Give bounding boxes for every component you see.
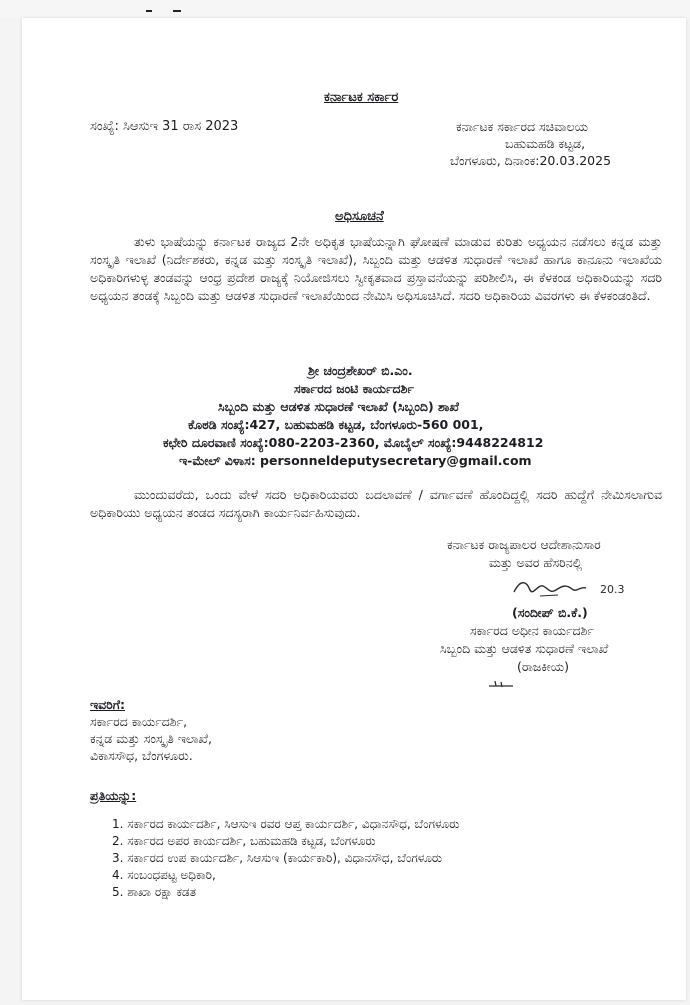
officer-name: ಶ್ರೀ ಚಂದ್ರಶೇಖರ್ ಬಿ.ಎಂ. <box>308 363 413 378</box>
list-item: 5. ಶಾಖಾ ರಕ್ಷಾ ಕಡತ <box>112 885 196 899</box>
officer-department: ಸಿಬ್ಬಂದಿ ಮತ್ತು ಆಡಳಿತ ಸುಧಾರಣೆ ಇಲಾಖೆ (ಸಿಬ್ಬಂದಿ) ಶಾಖೆ <box>218 399 459 414</box>
signer-name: (ಸಂದೀಪ್ ಬಿ.ಕೆ.) <box>512 605 588 620</box>
signer-department: ಸಿಬ್ಬಂದಿ ಮತ್ತು ಆಡಳಿತ ಸುಧಾರಣೆ ಇಲಾಖೆ <box>440 641 609 656</box>
government-title: ಕರ್ನಾಟಕ ಸರ್ಕಾರ <box>324 90 399 105</box>
list-item: 1. ಸರ್ಕಾರದ ಕಾರ್ಯದರ್ಶಿ, ಸಿಆಸುಇ ರವರ ಆಪ್ತ ಕಾರ್ಯದರ್ಶಿ, ವಿಧಾನಸೌಧ, ಬೆಂಗಳೂರು <box>112 817 460 831</box>
addressee-line3: ವಿಕಾಸಸೌಧ, ಬೆಂಗಳೂರು. <box>90 748 193 763</box>
copies-list <box>112 816 459 901</box>
top-margin-strip <box>0 0 690 18</box>
document-page <box>22 18 686 1000</box>
notification-body: ತುಳು ಭಾಷೆಯನ್ನು ಕರ್ನಾಟಕ ರಾಜ್ಯದ 2ನೇ ಅಧಿಕೃತ ಭಾಷೆಯನ್ನಾಗಿ ಘೋಷಣೆ ಮಾಡುವ ಕುರಿತು ಅಧ್ಯಯನ ನಡೆಸಲು ಕನ್ನಡ ಮತ್ತು ಸಂಸ್ಕೃತಿ ಇಲಾಖೆ (ನಿರ್ದೇಶಕರು, ಕನ್ನಡ ಮತ್ತು ಸಂಸ್ಕೃತಿ ಇಲಾಖೆ), ಸಿಬ್ಬಂದಿ ಮತ್ತು ಆಡಳಿತ ಸುಧಾರಣೆ ಇಲಾಖೆ ಹಾಗೂ ಕಾನೂನು ಇಲಾಖೆಯ ಅಧಿಕಾರಿಗಳುಳ್ಳ ತಂಡವನ್ನು ಆಂಧ್ರ ಪ್ರದೇಶ ರಾಜ್ಯಕ್ಕೆ ನಿಯೋಜಿಸಲು ಸ್ವೀಕೃತವಾದ ಪ್ರಸ್ತಾವನೆಯನ್ನು ಪರಿಶೀಲಿಸಿ, ಈ ಕೆಳಕಂಡ ಅಧಿಕಾರಿಯನ್ನು ಸದರಿ ಅಧ್ಯಯನ ತಂಡಕ್ಕೆ ಸಿಬ್ಬಂದಿ ಮತ್ತು ಆಡಳಿತ ಸುಧಾರಣೆ ಇಲಾಖೆಯಿಂದ ನೇಮಿಸಿ ಅಧಿಸೂಚಿಸಿದೆ. ಸದರಿ ಅಧಿಕಾರಿಯ ವಿವರಗಳು ಈ ಕೆಳಕಂಡಂತಿದೆ. <box>90 234 662 303</box>
order-number: ಸಂಖ್ಯೆ: ಸಿಆಸುಇ 31 ರಾಸ 2023 <box>90 119 239 134</box>
officer-room: ಕೊಠಡಿ ಸಂಖ್ಯೆ:427, ಬಹುಮಹಡಿ ಕಟ್ಟಡ, ಬೆಂಗಳೂರು-560 001, <box>188 417 484 432</box>
addressee-line1: ಸರ್ಕಾರದ ಕಾರ್ಯದರ್ಶಿ, <box>90 714 188 729</box>
officer-phones: ಕಛೇರಿ ದೂರವಾಣಿ ಸಂಖ್ಯೆ:080-2203-2360, ಮೊಬೈಲ್ ಸಂಖ್ಯೆ:9448224812 <box>163 435 544 450</box>
scan-mark <box>173 10 181 12</box>
office-address-line1: ಕರ್ನಾಟಕ ಸರ್ಕಾರದ ಸಚಿವಾಲಯ <box>456 119 588 134</box>
copies-label: ಪ್ರತಿಯನ್ನು: <box>90 788 137 803</box>
initial-mark <box>487 678 517 692</box>
scan-mark <box>146 10 152 12</box>
officer-designation: ಸರ್ಕಾರದ ಜಂಟಿ ಕಾರ್ಯದರ್ಶಿ <box>294 381 414 396</box>
list-item: 2. ಸರ್ಕಾರದ ಅಪರ ಕಾರ್ಯದರ್ಶಿ, ಬಹುಮಹಡಿ ಕಟ್ಟಡ, ಬೆಂಗಳೂರು <box>112 834 376 848</box>
addressee-label: ಇವರಿಗೆ: <box>90 697 126 712</box>
governor-name-line: ಮತ್ತು ಅವರ ಹೆಸರಿನಲ್ಲಿ <box>489 555 583 570</box>
governor-order-line: ಕರ್ನಾಟಕ ರಾಜ್ಯಪಾಲರ ಆದೇಶಾನುಸಾರ <box>447 537 601 552</box>
signer-designation: ಸರ್ಕಾರದ ಅಧೀನ ಕಾರ್ಯದರ್ಶಿ <box>470 623 594 638</box>
signature-image <box>510 574 650 602</box>
office-date-line: ಬೆಂಗಳೂರು, ದಿನಾಂಕ:20.03.2025 <box>450 153 612 168</box>
addressee-line2: ಕನ್ನಡ ಮತ್ತು ಸಂಸ್ಕೃತಿ ಇಲಾಖೆ, <box>90 731 212 746</box>
list-item: 3. ಸರ್ಕಾರದ ಉಪ ಕಾರ್ಯದರ್ಶಿ, ಸಿಆಸುಇ (ಕಾರ್ಯಕಾರಿ), ವಿಧಾನಸೌಧ, ಬೆಂಗಳೂರು <box>112 851 443 865</box>
notification-title: ಅಧಿಸೂಚನೆ <box>335 209 384 224</box>
list-item: 4. ಸಂಬಂಧಪಟ್ಟ ಅಧಿಕಾರಿ, <box>112 868 216 882</box>
replacement-note: ಮುಂದುವರೆದು, ಒಂದು ವೇಳೆ ಸದರಿ ಅಧಿಕಾರಿಯವರು ಬದಲಾವಣೆ / ವರ್ಗಾವಣೆ ಹೊಂದಿದ್ದಲ್ಲಿ ಸದರಿ ಹುದ್ದೆಗೆ ನೇಮಿಸಲಾಗುವ ಅಧಿಕಾರಿಯು ಅಧ್ಯಯನ ತಂಡದ ಸದಸ್ಯರಾಗಿ ಕಾರ್ಯನಿರ್ವಹಿಸುವುದು. <box>90 487 662 520</box>
signature-date: 20.3 <box>600 583 625 596</box>
office-address-line2: ಬಹುಮಹಡಿ ಕಟ್ಟಡ, <box>505 136 586 151</box>
signer-section: (ರಾಜಕೀಯ) <box>517 659 570 674</box>
officer-email: ಇ-ಮೇಲ್ ವಿಳಾಸ: personneldeputysecretary@gmail.com <box>179 453 532 468</box>
